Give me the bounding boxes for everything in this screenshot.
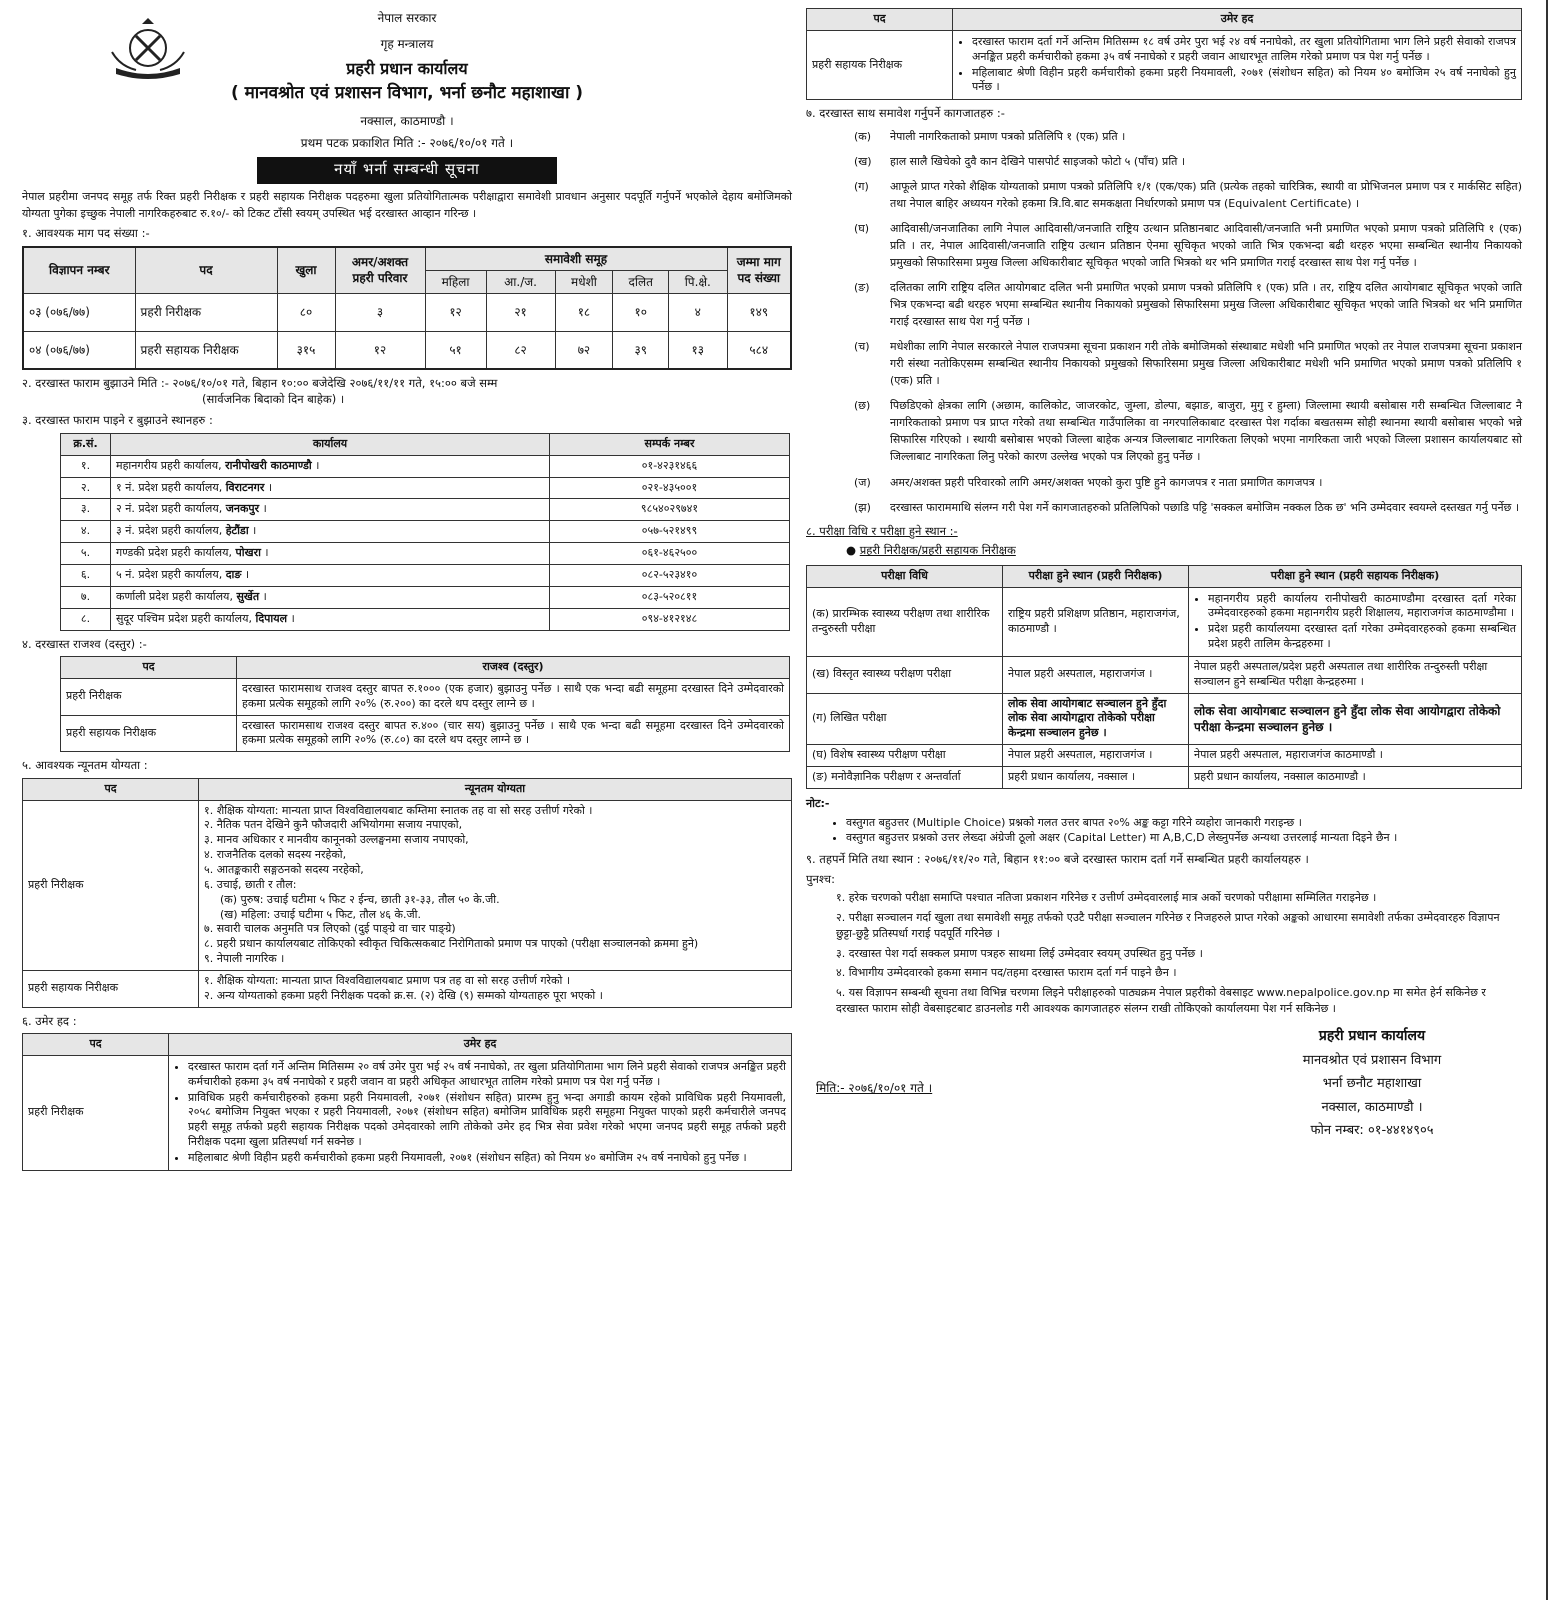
office-place: दाङ [225,568,242,581]
age-table-left [22,1033,792,1171]
cell-post: प्रहरी सहायक निरीक्षक [135,331,277,369]
table-row [23,1055,792,1170]
cell-dalit: ३९ [613,331,669,369]
item-key: (छ) [854,399,871,413]
office-name: महानगरीय प्रहरी कार्यालय, [116,458,226,472]
item-text: दरखास्त फाराममाथि संलग्न गरी पेश गर्ने कागजातहरुको प्रतिलिपिको पछाडि पट्टि 'सक्कल बमोजिम नक्कल ठिक छ' भनि उम्मेदवार स्वयम्ले दस्तखत गर्नु पर्नेछ । [890,500,1519,514]
cell-phone: ०९४-४१२१४८ [550,608,790,630]
cell-phone: ०८३-५२०८११ [550,586,790,608]
th-post: पद [23,1034,169,1056]
list-item [806,474,1522,491]
office-name: ५ नं. प्रदेश प्रहरी कार्यालय, [116,568,226,581]
cell-qualification [199,970,792,1007]
office-title: प्रहरी प्रधान कार्यालय [346,59,468,79]
cell-office: १ नं. प्रदेश प्रहरी कार्यालय, विराटनगर । [111,477,550,499]
th-age: उमेर हद [169,1034,792,1056]
cell-office: ५ नं. प्रदेश प्रहरी कार्यालय, दाङ । [111,565,550,587]
section-7-title: ७. दरखास्त साथ समावेश गर्नुपर्ने कागजातहरु :- [806,106,1005,121]
item-key: (च) [854,340,870,354]
cell-janajati: २१ [486,293,555,331]
section-9-title: ९. तहपर्ने मिति तथा स्थान : २०७६/११/२० गते, बिहान ११:०० बजे दरखास्त फाराम दर्ता गर्ने सम्बन्धित प्रहरी कार्यालयहरु । [806,852,1309,867]
cell-open: ८० [277,293,335,331]
qualification-item: ७. सवारी चालक अनुमति पत्र लिएको (दुई पाङ्ग्रे वा चार पाङ्ग्रे) [204,922,456,936]
postscript-item: २. परीक्षा सञ्चालन गर्दा खुला तथा समावेशी समूह तर्फको एउटै परीक्षा सञ्चालन गरिनेछ र निजहरुले प्राप्त गरेको अङ्कको आधारमा समावेशी तर्फका उम्मेदवारहरु विज्ञापन छुट्टा-छुट्टै प्रतिस्पर्धा गराई पदपूर्ति गरिनेछ । [836,910,1500,941]
qualification-table [22,778,792,1008]
section-1-title: १. आवश्यक माग पद संख्या :- [22,226,150,240]
cell-office: महानगरीय प्रहरी कार्यालय, रानीपोखरी काठमाण्डौ । [111,455,550,477]
govt-line: नेपाल सरकार [377,11,437,25]
cell-method: (ङ) मनोवैज्ञानिक परीक्षण र अन्तर्वार्ता [807,766,1003,788]
table-row [807,587,1522,656]
qualification-subitem: (ख) महिला: उचाई घटीमा ५ फिट, तौल ४६ के.जी. [220,907,421,921]
cell-phone: ०१-४२३१४६६ [550,455,790,477]
sig-phone: फोन नम्बर: ०१-४४१४९०५ [1310,1123,1434,1139]
list-item [806,128,1522,145]
qualification-item: ३. मानव अधिकार र मानवीय कानूनको उल्लङ्घनमा सजाय नपाएको, [204,833,469,847]
cell-office: गण्डकी प्रदेश प्रहरी कार्यालय, पोखरा । [111,543,550,565]
cell-place-pi: राष्ट्रिय प्रहरी प्रशिक्षण प्रतिष्ठान, महाराजगंज, काठमाण्डौ । [1003,587,1189,656]
qualification-item: २. अन्य योग्यताको हकमा प्रहरी निरीक्षक पदको क्र.स. (२) देखि (९) सम्मको योग्यताहरु पूरा भएको । [204,988,603,1002]
cell-sn: ५. [61,543,111,565]
office-place: विराटनगर [225,480,265,494]
qualification-item: ८. प्रहरी प्रधान कार्यालयबाट तोकिएको स्वीकृत चिकित्सकबाट निरोगिताको प्रमाण पत्र पाएको (परीक्षा सञ्चालनको क्रममा हुने) [204,937,699,951]
cell-backward: १३ [669,331,727,369]
cell-madhesi: १८ [555,293,613,331]
cell-method: (ख) विस्तृत स्वास्थ्य परीक्षण परीक्षा [807,656,1003,693]
list-item [806,220,1522,271]
notice-header [22,10,792,185]
cell-place-pi: नेपाल प्रहरी अस्पताल, महाराजगंज । [1003,656,1189,693]
qualification-item: २. नैतिक पतन देखिने कुनै फौजदारी अभियोगमा सजाय नपाएको, [204,818,463,832]
postscript-item: १. हरेक चरणको परीक्षा समाप्ति पश्चात नतिजा प्रकाशन गरिनेछ र उत्तीर्ण उम्मेदवारलाई मात्र अर्को चरणको परीक्षामा सम्मिलित गराइनेछ । [836,891,1377,905]
item-key: (झ) [854,500,871,514]
cell-sn: ३. [61,499,111,521]
sig-department: मानवश्रोत एवं प्रशासन विभाग [1302,1053,1442,1069]
list-item [806,338,1522,389]
cell-post: प्रहरी सहायक निरीक्षक [61,715,237,752]
signature-block [1242,1024,1502,1143]
cell-place-pi: लोक सेवा आयोगबाट सञ्चालन हुने हुँदा लोक सेवा आयोगद्वारा तोकेको परीक्षा केन्द्रमा सञ्चालन हुनेछ । [1003,693,1189,745]
table-row [61,586,790,608]
cell-place-psi: लोक सेवा आयोगबाट सञ्चालन हुने हुँदा लोक सेवा आयोगद्वारा तोकेको परीक्षा केन्द्रमा सञ्चालन हुनेछ । [1189,693,1522,745]
office-place: रानीपोखरी काठमाण्डौ [225,458,312,472]
right-column [806,8,1522,1144]
section-8-label: ८. परीक्षा विधि र परीक्षा हुने स्थान :- [806,523,958,538]
item-text: नेपाली नागरिकताको प्रमाण पत्रको प्रतिलिपि १ (एक) प्रति । [890,129,1126,143]
table-row [61,521,790,543]
table-row [61,715,790,752]
section-8-title [806,524,1522,540]
cell-post: प्रहरी निरीक्षक [23,1055,169,1170]
office-name: कर्णाली प्रदेश प्रहरी कार्यालय, [116,589,237,603]
cell-phone: ०५७-५२१४९९ [550,521,790,543]
th-fee: राजश्व (दस्तुर) [237,657,790,679]
notice-date: मिति:- २०७६/१०/०१ गते । [816,1080,933,1095]
office-place: जनकपुर [225,502,260,516]
cell-place-pi: नेपाल प्रहरी अस्पताल, महाराजगंज । [1003,745,1189,767]
sig-location: नक्साल, काठमाण्डौ । [1321,1099,1423,1115]
section-5-title: ५. आवश्यक न्यूनतम योग्यता : [22,758,148,773]
item-text: आफूले प्राप्त गरेको शैक्षिक योग्यताको प्रमाण पत्रको प्रतिलिपि १/१ (एक/एक) प्रति (प्रत्येक तहको चारित्रिक, स्थायी वा प्रोभिजनल प्रमाण पत्र र मार्कसिट सहित) तथा नेपाल बाहिर अध्ययन गरेको हकमा त्रि.वि.बाट समकक्षता निर्धारणको प्रमाण पत्र (Equivalent Certificate) । [890,179,1522,210]
qualification-item: १. शैक्षिक योग्यता: मान्यता प्राप्त विश्वविद्यालयबाट प्रमाण पत्र तह वा सो सरह उत्तीर्ण गरेको । [204,973,570,987]
office-place: हेटौंडा [225,524,249,538]
cell-office: २ नं. प्रदेश प्रहरी कार्यालय, जनकपुर । [111,499,550,521]
postscript-title: पुनश्च: [806,871,835,886]
th-sn: क्र.सं. [61,433,111,455]
office-place: सुर्खेत [236,589,260,603]
cell-office: ३ नं. प्रदेश प्रहरी कार्यालय, हेटौंडा । [111,521,550,543]
th-inclusive: समावेशी समूह [425,247,727,271]
cell-dalit: १० [613,293,669,331]
table-row [61,499,790,521]
table-row [807,30,1522,99]
table-row [807,656,1522,693]
cell-women: ५१ [425,331,486,369]
offices-table [60,433,790,631]
th-qualification: न्यूनतम योग्यता [199,778,792,800]
note-item: • वस्तुगत बहुउत्तर प्रश्नको उत्तर लेख्दा अंग्रेजी ठूलो अक्षर (Capital Letter) मा A,B,C,D लेख्नुपर्नेछ अन्यथा उत्तरलाई मान्यता दिइने छैन । [846,831,1522,846]
cell-place-psi: नेपाल प्रहरी अस्पताल, महाराजगंज काठमाण्डौ । [1189,745,1522,767]
publish-date: प्रथम पटक प्रकाशित मिति :- २०७६/१०/०१ गते । [300,136,514,151]
note-item: • वस्तुगत बहुउत्तर (Multiple Choice) प्रश्नको गलत उत्तर बापत २०% अङ्क कट्टा गरिने व्यहोरा जानकारी गराइन्छ । [846,816,1522,831]
th-amar: अमर/अशक्त प्रहरी परिवार [335,247,425,294]
th-ad-number: विज्ञापन नम्बर [23,247,135,294]
cell-sn: ८. [61,608,111,630]
th-sub-dalit: दलित [613,270,669,293]
cell-phone: ९८५४०२९७४१ [550,499,790,521]
th-post: पद [135,247,277,294]
cell-amar: १२ [335,331,425,369]
th-age: उमेर हद [953,9,1522,31]
cell-women: १२ [425,293,486,331]
item-text: आदिवासी/जनजातिका लागि नेपाल आदिवासी/जनजाति राष्ट्रिय उत्थान प्रतिष्ठानबाट आदिवासी/जनजाति भनी प्रमाणित भएको प्रमाण पत्रको प्रतिलिपि १ (एक) प्रति । तर, नेपाल आदिवासी/जनजाति राष्ट्रिय उत्थान प्रतिष्ठान ऐनमा सूचिकृत भएको जाति भित्र एकभन्दा बढी थरहरु भएमा सम्बन्धित स्थानीय निकायको प्रमुखको सिफारिसमा प्रमुख जिल्ला अधिकारीबाट सूचिकृत भएको जाति भित्रको थर भनि प्रमाणित गराई दरखास्त साथ पेश गर्नु पर्नेछ । [890,221,1522,270]
cell-fee: दरखास्त फारामसाथ राजश्व दस्तुर बापत रु.१००० (एक हजार) बुझाउनु पर्नेछ । साथै एक भन्दा बढी समूहमा दरखास्त दिने उम्मेदवारको हकमा प्रत्येक समूहको लागि २०% (रु.२००) का दरले थप दस्तुर लाग्ने छ । [237,678,790,715]
office-name: गण्डकी प्रदेश प्रहरी कार्यालय, [116,546,236,560]
office-name: १ नं. प्रदेश प्रहरी कार्यालय, [116,480,226,494]
item-text: दलितका लागि राष्ट्रिय दलित आयोगबाट दलित भनी प्रमाणित भएको प्रमाण पत्रको प्रतिलिपि १ (एक) प्रति । तर, राष्ट्रिय दलित आयोगबाट सूचिकृत भएको जाति भित्र एकभन्दा बढी थरहरु भएमा सम्बन्धित स्थानीय निकायको प्रमुखको सिफारिसमा प्रमुख जिल्ला अधिकारीबाट सूचिकृत भएको जाति भित्रको थर भनि प्रमाणित गराई दरखास्त साथ पेश गर्नु पर्नेछ । [890,281,1522,329]
cell-post: प्रहरी सहायक निरीक्षक [807,30,953,99]
sig-section: भर्ना छनौट महाशाखा [1322,1076,1422,1092]
table-row [807,745,1522,767]
office-name: सुदूर पश्चिम प्रदेश प्रहरी कार्यालय, [116,611,256,625]
qualification-item: ५. आतङ्ककारी सङ्गठनको सदस्य नरहेको, [204,863,364,876]
item-key: (ख) [854,154,872,168]
cell-post: प्रहरी निरीक्षक [23,800,199,970]
list-item [806,279,1522,330]
footer [806,1024,1522,1144]
list-item [806,178,1522,212]
table-row [61,565,790,587]
cell-phone: ०८२-५२३४१० [550,565,790,587]
table-row [61,455,790,477]
postscript-item: ४. विभागीय उम्मेदवारको हकमा समान पद/तहमा दरखास्त फाराम दर्ता गर्न पाइने छैन । [836,966,1177,980]
th-post: पद [807,9,953,31]
table-row [61,543,790,565]
list-item [806,153,1522,170]
cell-sn: ६. [61,565,111,587]
cell-place-psi: नेपाल प्रहरी अस्पताल/प्रदेश प्रहरी अस्पताल तथा शारीरिक तन्दुरुस्ती परीक्षा सञ्चालन हुने सम्बन्धित परीक्षा केन्द्रहरुमा । [1189,656,1522,693]
cell-total: १४९ [727,293,791,331]
cell-total: ५८४ [727,331,791,369]
item-key: (घ) [854,221,870,235]
section-3-title: ३. दरखास्त फाराम पाइने र बुझाउने स्थानहरु : [22,413,213,428]
cell-ad: ०४ (०७६/७७) [23,331,135,369]
cell-ad: ०३ (०७६/७७) [23,293,135,331]
cell-place-pi: प्रहरी प्रधान कार्यालय, नक्साल । [1003,766,1189,788]
th-open: खुला [277,247,335,294]
cell-post: प्रहरी निरीक्षक [61,678,237,715]
table-row [61,678,790,715]
fee-table [60,656,790,752]
posts-table [22,246,792,371]
age-item: • प्राविधिक प्रहरी कर्मचारीहरुको हकमा प्रहरी नियमावली, २०७१ (संशोधन सहित) प्रारम्भ हुनु भन्दा अगाडी कायम रहेको प्राविधिक प्रहरी नियमावली, २०५८ बमोजिम नियुक्त भएका र प्रहरी नियमावली, २०७१ (संशोधन सहित) बमोजिम प्राविधिक प्रहरी समूहमा नियुक्त पाएको प्रहरी कर्मचारीले जनपद प्रहरी समूह तर्फको प्रहरी सहायक निरीक्षक पदको उमेदवारको लागि तोकेको उमेर हद भित्र सेवा प्रवेश गरेको भएमा जनपद प्रहरी समूह तर्फको प्रहरी निरीक्षक पदमा खुला प्रतिस्पर्धा गर्न सक्नेछ । [188,1091,786,1150]
qualification-item: ४. राजनैतिक दलको सदस्य नरहेको, [204,848,347,862]
th-post: पद [61,657,237,679]
table-row [807,693,1522,745]
qualification-subitem: (क) पुरुष: उचाई घटीमा ५ फिट २ ईन्च, छाती ३१-३३, तौल ५० के.जी. [220,892,500,906]
postscript-item: ५. यस विज्ञापन सम्बन्धी सूचना तथा विभिन्न चरणमा लिइने परीक्षाहरुको पाठ्यक्रम नेपाल प्रहरीको वेबसाइट www.nepalpolice.gov.np मा समेत हेर्न सकिनेछ र दरखास्त फाराम सोही वेबसाइटबाट डाउनलोड गरी आवश्यक कागजातहरु संलग्न राखी तोकिएको कार्यालयमा पेश गर्न सकिनेछ । [836,985,1486,1016]
place-item: • महानगरीय प्रहरी कार्यालय रानीपोखरी काठमाण्डौमा दरखास्त दर्ता गरेका उम्मेदवारहरुको हकमा महानगरीय प्रहरी शिक्षालय, महाराजगंज काठमाण्डौमा । [1208,592,1516,622]
th-place-pi: परीक्षा हुने स्थान (प्रहरी निरीक्षक) [1003,565,1189,587]
cell-method: (क) प्रारम्भिक स्वास्थ्य परीक्षण तथा शारीरिक तन्दुरुस्ती परीक्षा [807,587,1003,656]
notice-banner: नयाँ भर्ना सम्बन्धी सूचना [257,157,557,183]
cell-sn: ४. [61,521,111,543]
table-row [61,477,790,499]
cell-janajati: ८२ [486,331,555,369]
cell-phone: ०२१-४३५००१ [550,477,790,499]
cell-office: सुदूर पश्चिम प्रदेश प्रहरी कार्यालय, दिपायल । [111,608,550,630]
section-8-subtitle-label: प्रहरी निरीक्षक/प्रहरी सहायक निरीक्षक [859,543,1016,558]
postscript-item: ३. दरखास्त पेश गर्दा सक्कल प्रमाण पत्रहरु साथमा लिई उम्मेदवार स्वयम् उपस्थित हुनु पर्नेछ । [836,946,1203,960]
cell-method: (ग) लिखित परीक्षा [807,693,1003,745]
item-text: हाल सालै खिचेको दुवै कान देखिने पासपोर्ट साइजको फोटो ५ (पाँच) प्रति । [890,154,1186,168]
qualification-item: ६. उचाई, छाती र तौल: [204,877,297,891]
cell-sn: २. [61,477,111,499]
notes-list [806,816,1522,847]
age-item: • महिलाबाट श्रेणी विहीन प्रहरी कर्मचारीको हकमा प्रहरी नियमावली, २०७१ (संशोधन सहित) को नियम ४० बमोजिम २५ वर्ष ननाघेको हुनु पर्नेछ । [188,1151,786,1166]
item-key: (ग) [854,179,869,193]
place-item: • प्रदेश प्रहरी कार्यालयमा दरखास्त दर्ता गरेका उम्मेदवारहरुको हकमा सम्बन्धित प्रदेश प्रहरी तालिम केन्द्रहरुमा । [1208,622,1516,652]
qualification-item: ९. नेपाली नागरिक । [204,952,285,966]
table-row [23,970,792,1007]
cell-age [169,1055,792,1170]
division-title: ( मानवश्रोत एवं प्रशासन विभाग, भर्ना छनौट महाशाखा ) [230,82,584,103]
th-phone: सम्पर्क नम्बर [550,433,790,455]
cell-office: कर्णाली प्रदेश प्रहरी कार्यालय, सुर्खेत । [111,586,550,608]
ministry-line: गृह मन्त्रालय [380,37,434,52]
age-item: • दरखास्त फाराम दर्ता गर्ने अन्तिम मितिसम्म १८ वर्ष उमेर पुरा भई २४ वर्ष ननाघेको, तर खुला प्रतियोगितामा भाग लिने प्रहरी सेवाको राजपत्र अनङ्कित प्रहरी कर्मचारीको हकमा ३५ वर्ष ननाघेको र प्रहरी जवान आधारभूत तालिम गरेको प्रमाण पत्र पेश गर्नु पर्नेछ । [972,35,1516,65]
th-total: जम्मा माग पद संख्या [727,247,791,294]
th-office: कार्यालय [111,433,550,455]
cell-post: प्रहरी सहायक निरीक्षक [23,970,199,1007]
cell-amar: ३ [335,293,425,331]
section-4-title: ४. दरखास्त राजश्व (दस्तुर) :- [22,636,147,651]
cell-place-psi: प्रहरी प्रधान कार्यालय, नक्साल काठमाण्डौ । [1189,766,1522,788]
office-name: २ नं. प्रदेश प्रहरी कार्यालय, [116,502,226,516]
item-key: (ङ) [854,281,870,295]
age-item: • दरखास्त फाराम दर्ता गर्ने अन्तिम मितिसम्म २० वर्ष उमेर पुरा भई २५ वर्ष ननाघेको, तर खुला प्रतियोगितामा भाग लिने प्रहरी सेवाको राजपत्र अनङ्कित प्रहरी कर्मचारीको हकमा ३५ वर्ष ननाघेको र प्रहरी जवान वा प्रहरी अधिकृत आधारभूत तालिम गरेको प्रमाण पत्र पेश गर्नु पर्नेछ । [188,1060,786,1090]
th-method: परीक्षा विधि [807,565,1003,587]
cell-fee: दरखास्त फारामसाथ राजश्व दस्तुर बापत रु.४०० (चार सय) बुझाउनु पर्नेछ । साथै एक भन्दा बढी समूहमा दरखास्त दिने उम्मेदवारको हकमा प्रत्येक समूहको लागि २०% (रु.८०) का दरले थप दस्तुर लाग्ने छ । [237,715,790,752]
office-place: दिपायल [255,611,288,625]
table-row [23,331,791,369]
th-sub-madhesi: मधेशी [555,270,613,293]
table-row [23,800,792,970]
list-item [806,499,1522,516]
age-table-right [806,8,1522,100]
cell-madhesi: ७२ [555,331,613,369]
exam-table [806,565,1522,789]
section-8-subtitle: ● प्रहरी निरीक्षक/प्रहरी सहायक निरीक्षक [846,543,1016,558]
cell-open: ३१५ [277,331,335,369]
cell-method: (घ) विशेष स्वास्थ्य परीक्षण परीक्षा [807,745,1003,767]
th-sub-women: महिला [425,270,486,293]
nepal-police-emblem-icon [106,18,190,82]
cell-phone: ०६१-४६२५०० [550,543,790,565]
cell-qualification [199,800,792,970]
location-line: नक्साल, काठमाण्डौ । [360,113,454,128]
th-sub-janajati: आ./ज. [486,270,555,293]
office-name: ३ नं. प्रदेश प्रहरी कार्यालय, [116,524,226,538]
cell-sn: ७. [61,586,111,608]
cell-post: प्रहरी निरीक्षक [135,293,277,331]
cell-backward: ४ [669,293,727,331]
table-row [61,608,790,630]
th-sub-backward: पि.क्षे. [669,270,727,293]
section-2-title: २. दरखास्त फाराम बुझाउने मिति :- २०७६/१०/०१ गते, बिहान १०:०० बजेदेखि २०७६/११/११ गते, १५:०० बजे सम्म [22,376,498,391]
left-column [22,8,792,1171]
th-place-psi: परीक्षा हुने स्थान (प्रहरी सहायक निरीक्षक) [1189,565,1522,587]
documents-list [806,128,1522,516]
item-key: (ज) [854,475,871,489]
cell-age [953,30,1522,99]
intro-paragraph: नेपाल प्रहरीमा जनपद समूह तर्फ रिक्त प्रहरी निरीक्षक र प्रहरी सहायक निरीक्षक पदहरुमा खुला प्रतियोगितात्मक परीक्षाद्वारा समावेशी प्रावधान अनुसार पदपूर्ति गर्नुपर्ने भएकोले देहाय बमोजिमको योग्यता पुगेका इच्छुक नेपाली नागरिकहरुबाट रु.१०/- को टिकट टाँसी स्वयम् उपस्थित भई दरखास्त आव्हान गरिन्छ । [22,190,792,220]
section-2-note: (सार्वजनिक बिदाको दिन बाहेक) । [202,391,345,406]
item-text: मधेशीका लागि नेपाल सरकारले नेपाल राजपत्रमा सूचना प्रकाशन गरी तोके बमोजिमको संस्थाबाट मधेशी भनि प्रमाणित भएको तर नेपाल राजपत्रमा सूचना प्रकाशन गरी संस्था नतोकिएसम्म सम्बन्धित स्थानीय निकायको प्रमुखको सिफारिसमा प्रमुख जिल्ला अधिकारीबाट मधेशी भनि प्रमाणित भएको प्रमाण पत्रको प्रतिलिपि १ (एक) प्रति । [890,340,1522,388]
note-title: नोट:- [806,796,830,810]
item-key: (क) [854,129,872,143]
list-item [806,397,1522,465]
section-6-title: ६. उमेर हद : [22,1013,77,1028]
sig-office: प्रहरी प्रधान कार्यालय [1318,1027,1426,1044]
cell-sn: १. [61,455,111,477]
table-row [807,766,1522,788]
th-post: पद [23,778,199,800]
office-place: पोखरा [235,546,261,560]
qualification-item: १. शैक्षिक योग्यता: मान्यता प्राप्त विश्वविद्यालयबाट कम्तिमा स्नातक तह वा सो सरह उत्तीर्ण गरेको । [204,803,593,817]
table-row [23,293,791,331]
item-text: अमर/अशक्त प्रहरी परिवारको लागि अमर/अशक्त भएको कुरा पुष्टि हुने कागजपत्र र नाता प्रमाणित कागजपत्र । [890,475,1323,489]
age-item: • महिलाबाट श्रेणी विहीन प्रहरी कर्मचारीको हकमा प्रहरी नियमावली, २०७१ (संशोधन सहित) को नियम ४० बमोजिम २५ वर्ष ननाघेको हुनु पर्नेछ । [972,66,1516,96]
item-text: पिछडिएको क्षेत्रका लागि (अछाम, कालिकोट, जाजरकोट, जुम्ला, डोल्पा, बझाङ, बाजुरा, मुगु र हुम्ला) जिल्लामा स्थायी बसोबास गरी सम्बन्धित जिल्लाबाट नै नागरिकताको प्रमाण पत्र प्राप्त गरेको तथा सम्बन्धित गाउँपालिका वा नगरपालिकाबाट दरखास्त पेश गर्दाका बखतसम्म सोही स्थानमा स्थायी बसोबास भएको भन्ने सिफारिस गरिएको । स्थायी बसोबास भएको जिल्ला बाहेक अन्यत्र जिल्लाबाट नागरिकता लिएको भएमा नागरिकता जारी भएको जिल्ला प्रशासन कार्यालयबाट सो जिल्लाबाट नागरिकता लिनु परेको कारण उल्लेख भएको पत्र लिएको हुनु पर्नेछ । [890,399,1522,464]
cell-place-psi [1189,587,1522,656]
